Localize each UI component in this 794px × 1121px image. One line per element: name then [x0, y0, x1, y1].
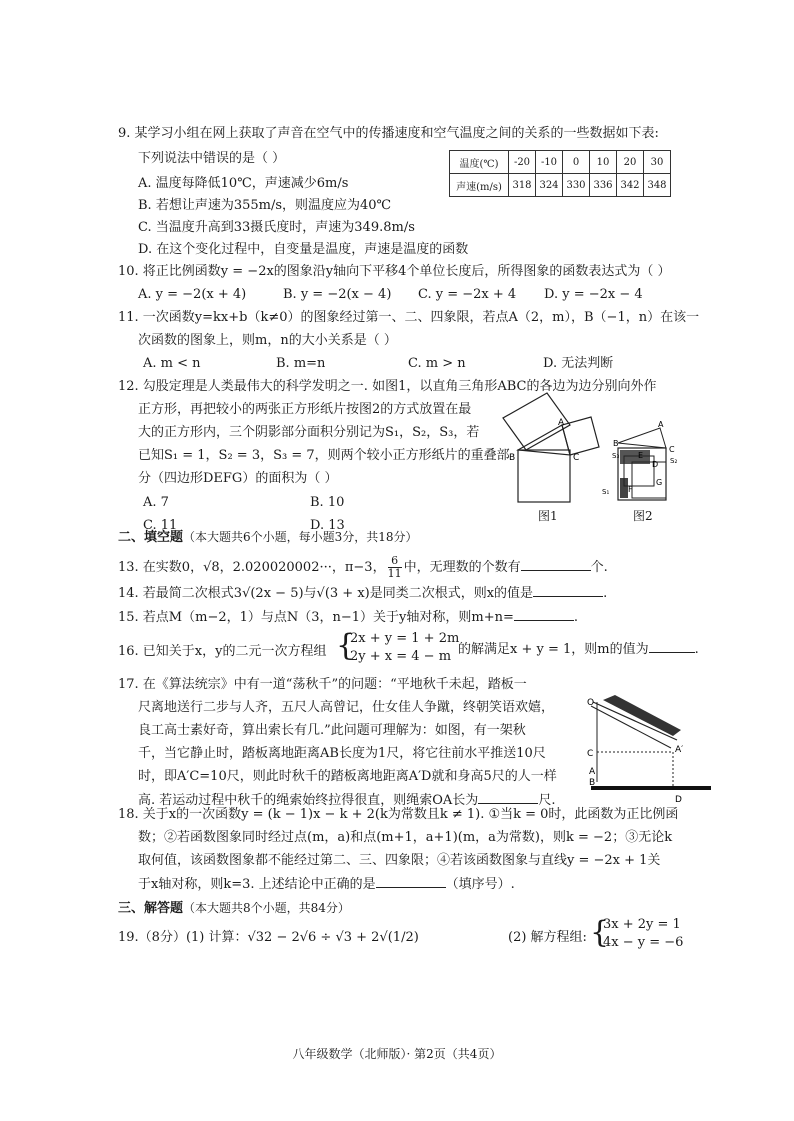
label-c: C: [587, 749, 594, 759]
table-row: [450, 174, 671, 197]
label-c: C: [669, 445, 675, 454]
square-on-ac: [562, 417, 599, 455]
q18-line4: [138, 875, 515, 894]
q15: [118, 608, 578, 627]
q16-tail: [458, 640, 699, 659]
q16-pre: 16. 已知关于x，y的二元一次方程组: [118, 644, 327, 659]
table-cell: 30: [644, 151, 671, 174]
label-o: O: [587, 698, 595, 708]
q17-line5: 时，即A′C=10尺，则此时秋千的踏板离地距离A′D就和身高5尺的人一样: [138, 769, 557, 784]
square-on-bc: [518, 450, 570, 502]
label-b: B: [589, 778, 596, 788]
section-2-subtitle: （本大题共6个小题，每小题3分，共18分）: [183, 530, 418, 544]
q11-stem-line1: 11. 一次函数y=kx+b（k≠0）的图象经过第一、二、四象限，若点A（2，m），B（−1，n）在该一: [118, 310, 700, 325]
q13-frac-num: 6: [388, 555, 402, 568]
q13-pre: 13. 在实数0，√8，2.020020002···，π−3，: [118, 560, 386, 575]
q17-end: 尺.: [538, 793, 556, 808]
q19-eq2: 4x − y = −6: [603, 935, 684, 950]
label-b: B: [509, 453, 516, 463]
q16-post: 的解满足x + y = 1，则m的值为: [458, 642, 649, 657]
q17-answer-blank[interactable]: [478, 791, 538, 804]
section-3-title: 三、解答题: [118, 901, 184, 916]
q17-line6-text: 高. 若运动过程中秋千的绳索始终拉得很直，则绳索OA长为: [138, 793, 479, 808]
q13: [118, 555, 608, 580]
q15-text: 15. 若点M（m−2，1）与点N（3，n−1）关于y轴对称，则m+n=: [118, 610, 514, 625]
label-a-prime: A′: [675, 745, 684, 755]
q12-figure-2: [598, 418, 694, 508]
label-b: B: [613, 439, 619, 448]
table-cell: 330: [563, 174, 590, 197]
q18-line1: 18. 关于x的一次函数y = (k − 1)x − k + 2(k为常数且k ≠ 1). ①当k = 0时，此函数为正比例函: [118, 807, 679, 822]
q12-line4: 已知S₁ = 1，S₂ = 3，S₃ = 7，则两个较小正方形纸片的重叠部: [138, 448, 510, 463]
label-e: E: [638, 451, 644, 460]
q16-end: .: [694, 642, 699, 657]
table-cell: 声速(m/s): [450, 174, 509, 197]
q12-line5: 分（四边形DEFG）的面积为（ ）: [138, 471, 338, 486]
q18-line2: 数；②若函数图象同时经过点(m，a)和点(m+1，a+1)(m，a为常数)，则k = −2；③无论k: [138, 830, 673, 845]
q11-option-a: A. m < n: [143, 356, 201, 371]
q19-part2-label: (2) 解方程组:: [508, 930, 587, 945]
table-cell: 324: [536, 174, 563, 197]
table-cell: 318: [509, 174, 536, 197]
q15-answer-blank[interactable]: [514, 608, 574, 621]
q18-end: （填序号）.: [445, 877, 515, 892]
q9-option-d: D. 在这个变化过程中，自变量是温度，声速是温度的函数: [138, 242, 469, 257]
q9-data-table: [449, 150, 671, 197]
beam: [603, 695, 681, 736]
q9-option-c: C. 当温度升高到33摄氏度时，声速为349.8m/s: [138, 220, 415, 235]
label-g: G: [656, 478, 663, 487]
q12-option-b: B. 10: [310, 495, 345, 510]
table-cell: -10: [536, 151, 563, 174]
section-2-title: 二、填空题: [118, 530, 184, 545]
q16-answer-blank[interactable]: [649, 640, 695, 653]
label-c: C: [573, 453, 580, 463]
q9-stem-line1: 9. 某学习小组在网上获取了声音在空气中的传播速度和空气温度之间的关系的一些数据如下表:: [118, 126, 659, 141]
label-a: A: [658, 420, 664, 429]
q12-option-c: C. 11: [143, 518, 178, 533]
q10-option-b: B. y = −2(x − 4): [283, 287, 392, 302]
q17-line3: 良工高士素好奇，算出索长有几.”此问题可理解为：如图，有一架秋: [138, 723, 526, 738]
q12-figure-2-caption: 图2: [633, 509, 653, 523]
label-s2: S₂: [670, 457, 678, 465]
table-cell: 336: [590, 174, 617, 197]
section-3-heading: [118, 897, 350, 916]
q16-brace: {: [336, 628, 356, 663]
q13-end: 个.: [590, 560, 608, 575]
label-a: A: [558, 418, 565, 428]
q17-line1: 17. 在《算法统宗》中有一道“荡秋千”的问题：“平地秋千未起，踏板一: [118, 677, 527, 692]
q14-text: 14. 若最简二次根式3√(2x − 5)与√(3 + x)是同类二次根式，则x的值是: [118, 586, 534, 601]
q11-stem-line2: 次函数的图象上，则m，n的大小关系是（ ）: [138, 333, 397, 348]
q9-stem-line2: 下列说法中错误的是（ ）: [138, 151, 286, 166]
q14: [118, 584, 607, 603]
q19-part1: 19.（8分）(1) 计算：√32 − 2√6 ÷ √3 + 2√(1/2): [118, 930, 419, 945]
section-2-heading: [118, 526, 418, 545]
q13-frac-den: 11: [387, 567, 402, 580]
table-cell: 10: [590, 151, 617, 174]
q17-line2: 尺离地送行二步与人齐，五尺人高曾记，仕女佳人争蹴，终朝笑语欢嬉，: [138, 700, 555, 715]
table-row: [450, 151, 671, 174]
q19-eq1: 3x + 2y = 1: [603, 917, 681, 932]
q18-answer-blank[interactable]: [376, 875, 446, 888]
label-s3: S₃: [612, 452, 620, 460]
q10-option-d: D. y = −2x − 4: [544, 287, 643, 302]
q18-line3: 取何值，该函数图象都不能经过第二、三、四象限；④若该函数图象与直线y = −2x + 1关: [138, 853, 661, 868]
q10-option-a: A. y = −2(x + 4): [138, 287, 247, 302]
q13-post: 中，无理数的个数有: [403, 560, 521, 575]
q15-end: .: [573, 610, 579, 625]
q12-option-d: D. 13: [310, 518, 345, 533]
q12-line2: 正方形，再把较小的两张正方形纸片按图2的方式放置在最: [138, 402, 472, 417]
q11-option-d: D. 无法判断: [543, 356, 614, 371]
q14-answer-blank[interactable]: [533, 584, 603, 597]
q19-brace: {: [590, 915, 610, 950]
table-cell: 348: [644, 174, 671, 197]
q11-option-b: B. m=n: [276, 356, 326, 371]
q10-stem: 10. 将正比例函数y = −2x的图象沿y轴向下平移4个单位长度后，所得图象的函数表达式为（ ）: [118, 264, 671, 279]
table-cell: 342: [617, 174, 644, 197]
q18-line4-text: 于x轴对称，则k=3. 上述结论中正确的是: [138, 877, 376, 892]
triangle-abc: [618, 428, 666, 448]
table-cell: 0: [563, 151, 590, 174]
q16-eq1: 2x + y = 1 + 2m: [350, 631, 460, 646]
q12-figure-1-caption: 图1: [538, 509, 558, 523]
section-3-subtitle: （本大题共8个小题，共84分）: [183, 901, 350, 915]
q9-option-b: B. 若想让声速为355m/s，则温度应为40℃: [138, 198, 392, 213]
q16-eq2: 2y + x = 4 − m: [350, 649, 452, 664]
q17-swing-figure: [585, 690, 720, 810]
label-d: D: [652, 460, 659, 469]
q11-option-c: C. m > n: [408, 356, 466, 371]
label-f: F: [628, 485, 633, 494]
q12-line3: 大的正方形内，三个阴影部分面积分别记为S₁，S₂，S₃，若: [138, 425, 480, 440]
q12-figure-1: [500, 385, 610, 520]
q10-option-c: C. y = −2x + 4: [418, 287, 517, 302]
q9-option-a: A. 温度每降低10℃，声速减少6m/s: [138, 176, 349, 191]
label-a: A: [589, 767, 596, 777]
q17-line4: 千，当它静止时，踏板离地距离AB长度为1尺，将它往前水平推送10尺: [138, 746, 546, 761]
label-d: D: [675, 795, 682, 805]
table-cell: 20: [617, 151, 644, 174]
q12-line1: 12. 勾股定理是人类最伟大的科学发明之一. 如图1，以直角三角形ABC的各边为边分别向外作: [118, 379, 657, 394]
q13-answer-blank[interactable]: [521, 558, 591, 571]
label-s1: S₁: [602, 488, 610, 496]
q13-fraction: [388, 555, 402, 580]
q12-option-a: A. 7: [143, 495, 169, 510]
page-footer: 八年级数学（北师版）· 第2页（共4页）: [292, 1047, 502, 1061]
q14-end: .: [603, 586, 608, 601]
table-cell: 温度(℃): [450, 151, 509, 174]
table-cell: -20: [509, 151, 536, 174]
